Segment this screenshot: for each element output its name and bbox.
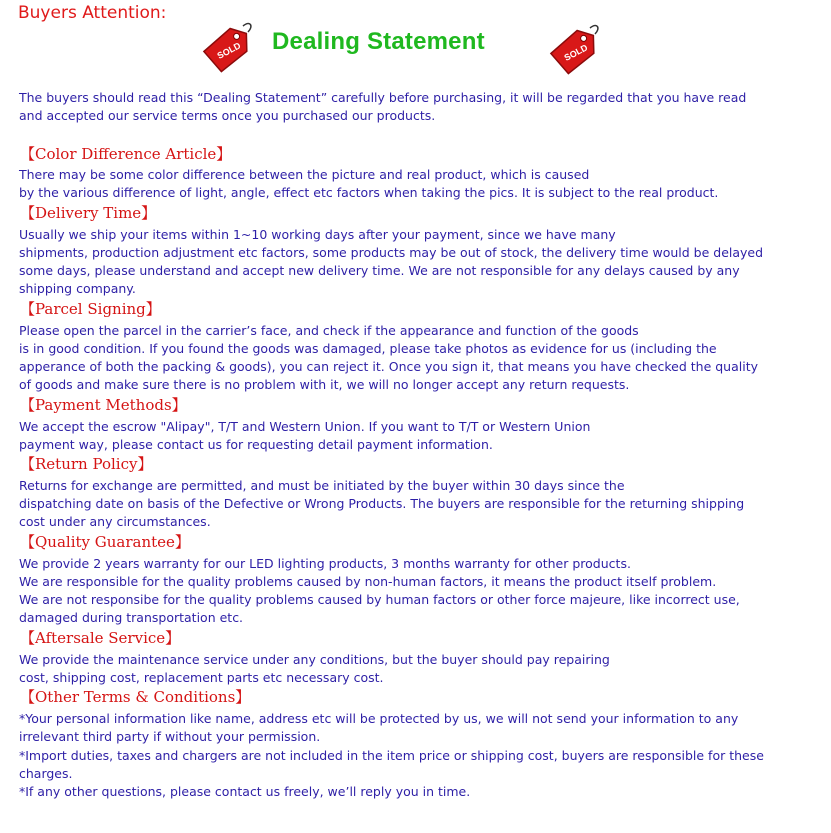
svg-text:SOLD: SOLD: [215, 40, 243, 61]
section-line: apperance of both the packing & goods), you can reject it. Once you sign it, that means you have checked the quality: [19, 359, 759, 374]
section-line: by the various difference of light, angle, effect etc factors when taking the pics. It is subject to the real product.: [19, 185, 719, 200]
page-title: Dealing Statement: [272, 28, 485, 55]
section-line: damaged during transportation etc.: [19, 610, 244, 625]
section-heading-quality-guarantee: 【Quality Guarantee】: [20, 533, 190, 551]
section-line: We accept the escrow "Alipay", T/T and Western Union. If you want to T/T or Western Union: [19, 419, 591, 434]
section-heading-delivery-time: 【Delivery Time】: [20, 204, 157, 222]
section-line: We provide 2 years warranty for our LED lighting products, 3 months warranty for other products.: [19, 556, 631, 571]
section-line: *If any other questions, please contact us freely, we’ll reply you in time.: [19, 784, 471, 799]
section-line: dispatching date on basis of the Defective or Wrong Products. The buyers are responsible for the returning shipping: [19, 496, 745, 511]
section-line: of goods and make sure there is no problem with it, we will no longer accept any return requests.: [19, 377, 630, 392]
section-line: some days, please understand and accept new delivery time. We are not responsible for any delays caused by any: [19, 263, 740, 278]
section-line: We provide the maintenance service under any conditions, but the buyer should pay repairing: [19, 652, 610, 667]
svg-text:SOLD: SOLD: [562, 42, 590, 63]
section-line: payment way, please contact us for requesting detail payment information.: [19, 437, 493, 452]
section-line: cost, shipping cost, replacement parts etc necessary cost.: [19, 670, 384, 685]
intro-line: and accepted our service terms once you purchased our products.: [19, 108, 436, 123]
section-line: There may be some color difference between the picture and real product, which is caused: [19, 167, 590, 182]
section-heading-other-terms: 【Other Terms & Conditions】: [20, 688, 251, 706]
section-line: Usually we ship your items within 1~10 working days after your payment, since we have many: [19, 227, 616, 242]
section-line: *Import duties, taxes and chargers are not included in the item price or shipping cost, buyers are responsible for these: [19, 748, 764, 763]
section-line: cost under any circumstances.: [19, 514, 211, 529]
section-heading-color-difference: 【Color Difference Article】: [20, 145, 232, 163]
section-line: shipping company.: [19, 281, 136, 296]
intro-line: The buyers should read this “Dealing Statement” carefully before purchasing, it will be regarded that you have read: [19, 90, 747, 105]
section-line: Returns for exchange are permitted, and must be initiated by the buyer within 30 days since the: [19, 478, 625, 493]
section-heading-return-policy: 【Return Policy】: [20, 455, 153, 473]
section-line: Please open the parcel in the carrier’s face, and check if the appearance and function of the goods: [19, 323, 639, 338]
section-heading-payment-methods: 【Payment Methods】: [20, 396, 187, 414]
section-line: is in good condition. If you found the goods was damaged, please take photos as evidence for us (including the: [19, 341, 717, 356]
section-line: We are responsible for the quality problems caused by non-human factors, it means the product itself problem.: [19, 574, 717, 589]
section-line: shipments, production adjustment etc factors, some products may be out of stock, the delivery time would be delayed: [19, 245, 764, 260]
section-line: We are not responsibe for the quality problems caused by human factors or other force majeure, like incorrect use,: [19, 592, 740, 607]
sold-tag-icon: [198, 18, 256, 74]
section-line: irrelevant third party if without your permission.: [19, 729, 321, 744]
buyers-attention-label: Buyers Attention:: [18, 3, 167, 23]
section-line: charges.: [19, 766, 73, 781]
section-heading-parcel-signing: 【Parcel Signing】: [20, 300, 161, 318]
sold-tag-icon: [545, 20, 603, 76]
section-line: *Your personal information like name, address etc will be protected by us, we will not send your information to any: [19, 711, 739, 726]
section-heading-aftersale-service: 【Aftersale Service】: [20, 629, 181, 647]
